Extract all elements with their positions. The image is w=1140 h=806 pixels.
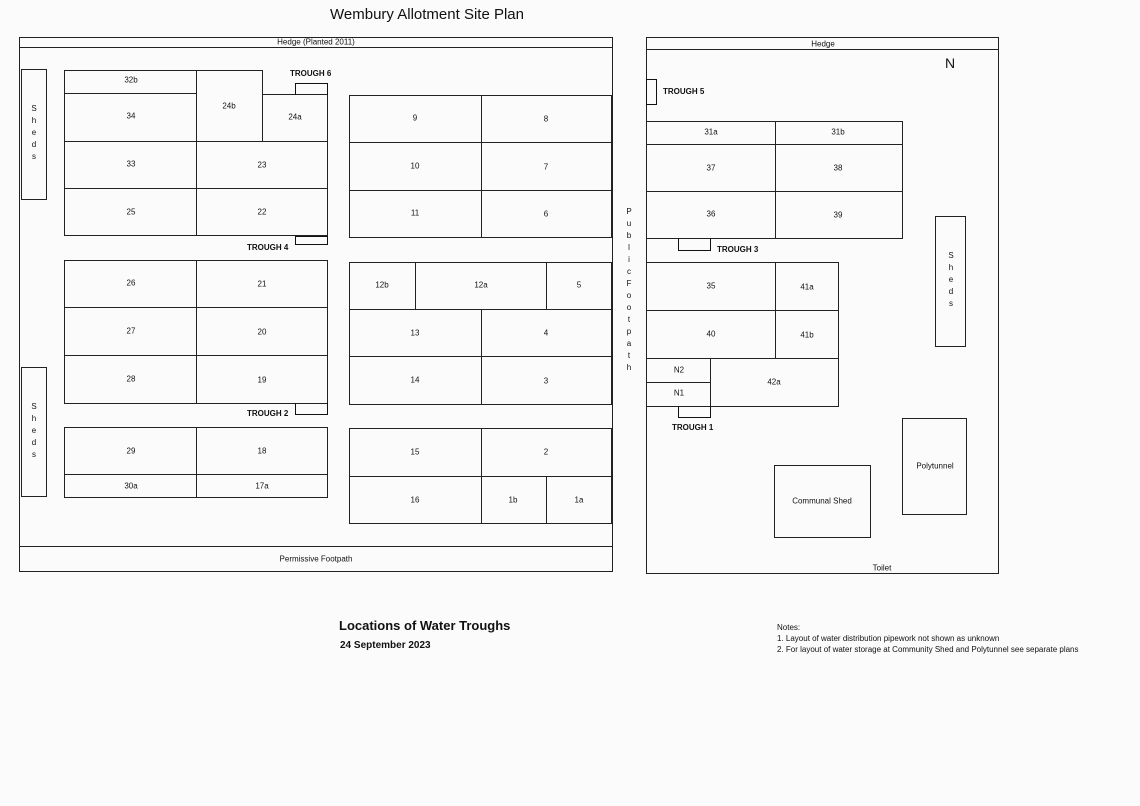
plot-label: 34 — [126, 111, 136, 121]
legend-date: 24 September 2023 — [340, 640, 431, 651]
sheds-text: S h e d s — [31, 402, 37, 459]
notes — [777, 622, 1079, 655]
trough-6-marker — [295, 83, 328, 95]
trough-1-label: TROUGH 1 — [672, 423, 714, 432]
plot-label: 2 — [543, 447, 549, 457]
trough-4-label: TROUGH 4 — [247, 243, 289, 252]
plot-label: 31b — [831, 127, 845, 137]
plot-label: 19 — [257, 375, 267, 385]
plot-label: 26 — [126, 278, 136, 288]
trough-1-marker — [678, 406, 711, 418]
plot-label: 12b — [375, 280, 389, 290]
plot-label: 13 — [410, 328, 420, 338]
plot-label: 3 — [543, 376, 549, 386]
plot-label: 38 — [833, 163, 843, 173]
hedge-label-right: Hedge — [811, 39, 835, 49]
public-footpath-label — [624, 206, 634, 374]
plot-label: 16 — [410, 495, 420, 505]
plot-label: 15 — [410, 447, 420, 457]
trough-6-label: TROUGH 6 — [290, 69, 332, 78]
plot-label: 5 — [576, 280, 582, 290]
plot-label: 14 — [410, 375, 420, 385]
plot-label: 33 — [126, 159, 136, 169]
plot-label: 24a — [288, 112, 302, 122]
plot-label: 28 — [126, 374, 136, 384]
plot-label: 35 — [706, 281, 716, 291]
plot-label: N2 — [673, 365, 685, 375]
page-title: Wembury Allotment Site Plan — [330, 6, 524, 23]
plot-label: 29 — [126, 446, 136, 456]
trough-3-label: TROUGH 3 — [717, 245, 759, 254]
trough-5-label: TROUGH 5 — [663, 87, 705, 96]
plot-label: 31a — [704, 127, 718, 137]
plot-label: 11 — [410, 208, 420, 218]
plot-label: 41a — [800, 282, 814, 292]
plot-label: 17a — [255, 481, 269, 491]
plot-label: 9 — [412, 113, 418, 123]
plot-label: 27 — [126, 326, 136, 336]
trough-4-marker — [295, 236, 328, 245]
note-item: 1. Layout of water distribution pipework not shown as unknown — [777, 634, 1000, 643]
sheds-left-top-label — [29, 103, 39, 163]
plot-label: 30a — [124, 481, 138, 491]
plot-label: N1 — [673, 388, 685, 398]
plot-label: 18 — [257, 446, 267, 456]
plot-label: 39 — [833, 210, 843, 220]
toilet-label: Toilet — [872, 563, 892, 573]
notes-heading: Notes: — [777, 623, 801, 632]
sheds-text: S h e d s — [948, 251, 954, 308]
north-indicator: N — [945, 55, 956, 71]
plot-label: 1a — [574, 495, 584, 505]
plot-label: 4 — [543, 328, 549, 338]
plot-label: 12a — [474, 280, 488, 290]
permissive-footpath-label: Permissive Footpath — [279, 554, 353, 564]
plot-label: 21 — [257, 279, 267, 289]
plot-label: 22 — [257, 207, 267, 217]
sheds-right-label — [946, 250, 956, 310]
public-footpath-text: P u b l i c F o o t p a t h — [626, 207, 632, 372]
plot-label: 6 — [543, 209, 549, 219]
plot-label: 40 — [706, 329, 716, 339]
communal-shed-label: Communal Shed — [792, 496, 852, 506]
plot-label: 25 — [126, 207, 136, 217]
trough-5-marker — [646, 79, 657, 105]
plot-label: 23 — [257, 160, 267, 170]
plot-label: 24b — [222, 101, 236, 111]
sheds-text: S h e d s — [31, 104, 37, 161]
polytunnel-label: Polytunnel — [916, 461, 954, 471]
trough-2-label: TROUGH 2 — [247, 409, 289, 418]
plot-label: 42a — [767, 377, 781, 387]
note-item: 2. For layout of water storage at Community Shed and Polytunnel see separate plans — [777, 645, 1079, 654]
plot-label: 1b — [508, 495, 518, 505]
plot-label: 8 — [543, 114, 549, 124]
plot-label: 37 — [706, 163, 716, 173]
plot-label: 20 — [257, 327, 267, 337]
legend-title: Locations of Water Troughs — [339, 618, 511, 633]
hedge-label-left: Hedge (Planted 2011) — [277, 37, 355, 47]
plot-label: 32b — [124, 75, 138, 85]
plot-label: 10 — [410, 161, 420, 171]
trough-2-marker — [295, 403, 328, 415]
sheds-left-bottom-label — [29, 401, 39, 461]
plot-label: 7 — [543, 162, 549, 172]
plot-label: 41b — [800, 330, 814, 340]
trough-3-marker — [678, 238, 711, 251]
plot-label: 36 — [706, 209, 716, 219]
